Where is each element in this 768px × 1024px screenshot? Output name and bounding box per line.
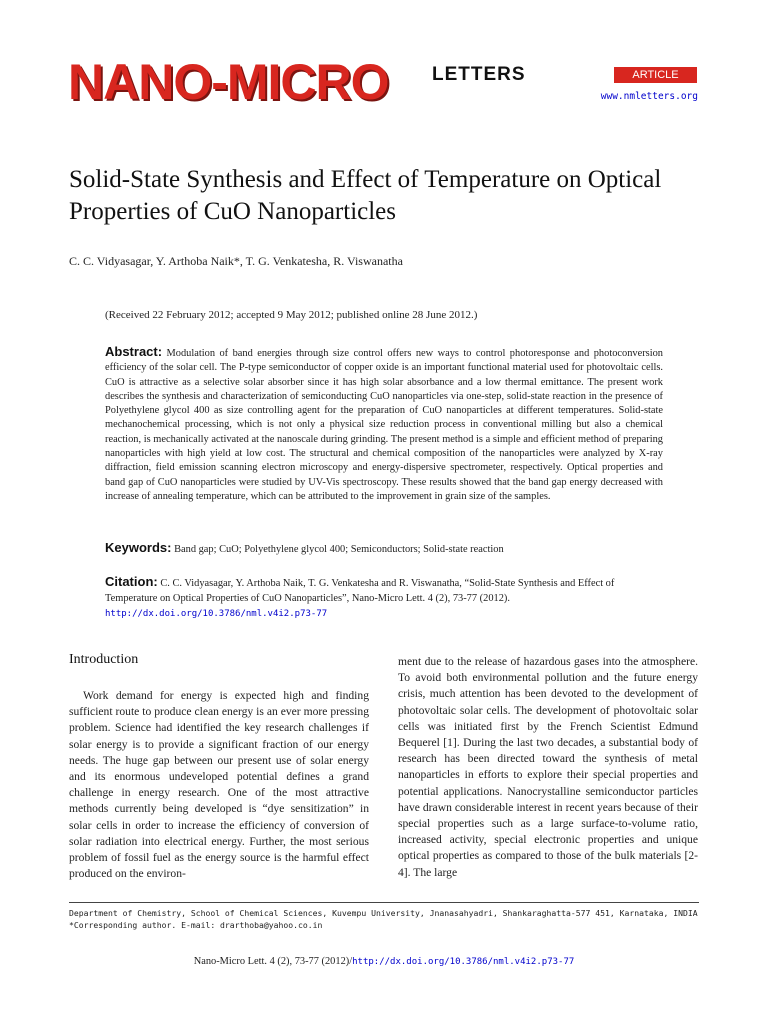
received-dates: (Received 22 February 2012; accepted 9 May 2012; published online 28 June 2012.) <box>105 309 478 321</box>
article-badge: ARTICLE <box>614 67 697 83</box>
section-heading-introduction: Introduction <box>69 652 139 667</box>
affiliation-note: Department of Chemistry, School of Chemical Sciences, Kuvempu University, Jnanasahyadri, Shankaraghatta-577 451, Karnataka, INDIA <box>69 908 698 918</box>
keywords-text: Band gap; CuO; Polyethylene glycol 400; Semiconductors; Solid-state reaction <box>174 544 504 555</box>
citation-doi-link[interactable]: http://dx.doi.org/10.3786/nml.v4i2.p73-77 <box>105 609 328 619</box>
page-footer <box>0 956 768 967</box>
citation-label: Citation: <box>105 574 158 589</box>
footer-journal: Nano-Micro Lett. 4 (2), 73-77 (2012)/ <box>193 956 353 967</box>
body-column-left: Work demand for energy is expected high and finding sufficient route to produce clean energy is an ever more pressing problem. Science had identified the key research challenges if solar energy is to provide a significant fraction of our energy needs. The huge gap between our present use of solar energy and its enormous undeveloped potential defines a grand challenge in energy research. One of the most attractive methods currently being developed is “dye sensitization” in solar cells in order to increase the efficiency of conversion of solar radiation into electrical energy. Further, the most serious problem of fossil fuel as the energy source is the harmful effect produced on the environ- <box>69 689 369 881</box>
citation-text: C. C. Vidyasagar, Y. Arthoba Naik, T. G. Venkatesha and R. Viswanatha, “Solid-State Synthesis and Effect of Temperature on Optical Properties of CuO Nanoparticles”, Nano-Micro Lett. 4 (2), 73-77 (2012). <box>105 578 615 604</box>
corresponding-author-note: *Corresponding author. E-mail: drarthoba@yahoo.co.in <box>69 920 323 930</box>
author-list: C. C. Vidyasagar, Y. Arthoba Naik*, T. G. Venkatesha, R. Viswanatha <box>69 254 403 268</box>
abstract <box>105 345 663 504</box>
abstract-text: Modulation of band energies through size control offers new ways to control photoresponse and photoconversion efficiency of the solar cell. The P-type semiconductor of copper oxide is an important functional material used for photovoltaic cells. CuO is attractive as a selective solar absorber since it has high solar absorbance and a low thermal emittance. The present work describes the synthesis and characterization of semiconducting CuO nanoparticles via one-step, solid-state reaction in the presence of Polyethylene glycol 400 as size controlling agent for the preparation of CuO nanoparticles at different temperatures. Solid-state mechanochemical processing, which is not only a physical size reduction process in conventional milling but also a chemical reaction, is mechanically activated at the nanoscale during grinding. The present method is a simple and efficient method of preparing nanoparticles with high yield at low cost. The structural and chemical composition of the nanoparticles were analyzed by X-ray diffraction, field emission scanning electron microscopy and energy-dispersive spectrometer, respectively. Optical properties and band gap of CuO nanoparticles were studied by UV-Vis spectroscopy. These results showed that the band gap energy decreased with increase of annealing temperature, which can be attributed to the improvement in grain size of the samples. <box>105 348 663 502</box>
journal-logo-subtitle: LETTERS <box>432 64 526 85</box>
citation <box>105 574 665 622</box>
journal-logo: NANO-MICRO <box>68 54 389 110</box>
footer-doi-link[interactable]: http://dx.doi.org/10.3786/nml.v4i2.p73-77 <box>352 957 575 967</box>
abstract-label: Abstract: <box>105 344 163 359</box>
body-column-right: ment due to the release of hazardous gases into the atmosphere. To avoid both environmental pollution and the future energy crisis, much attention has been devoted to the development of photovoltaic solar cells. The development of photovoltaic solar cells was initiated first by the French Scientist Edmund Bequerel [1]. During the last two decades, a substantial body of research has been directed toward the synthesis of metal nanoparticles in efforts to explore their special properties and potential applications. Nanocrystalline semiconductor particles have drawn considerable interest in recent years because of their special properties such as a large surface-to-volume ratio, increased activity, special electronic properties and unique optical properties as compared to those of the bulk materials [2-4]. The large <box>398 655 698 879</box>
footnotes <box>69 907 699 931</box>
footnote-divider <box>69 902 699 903</box>
paper-title: Solid-State Synthesis and Effect of Temperature on Optical Properties of CuO Nanoparticles <box>69 166 662 225</box>
keywords-label: Keywords: <box>105 540 172 555</box>
keywords <box>105 540 675 555</box>
journal-website-link[interactable]: www.nmletters.org <box>600 91 698 102</box>
